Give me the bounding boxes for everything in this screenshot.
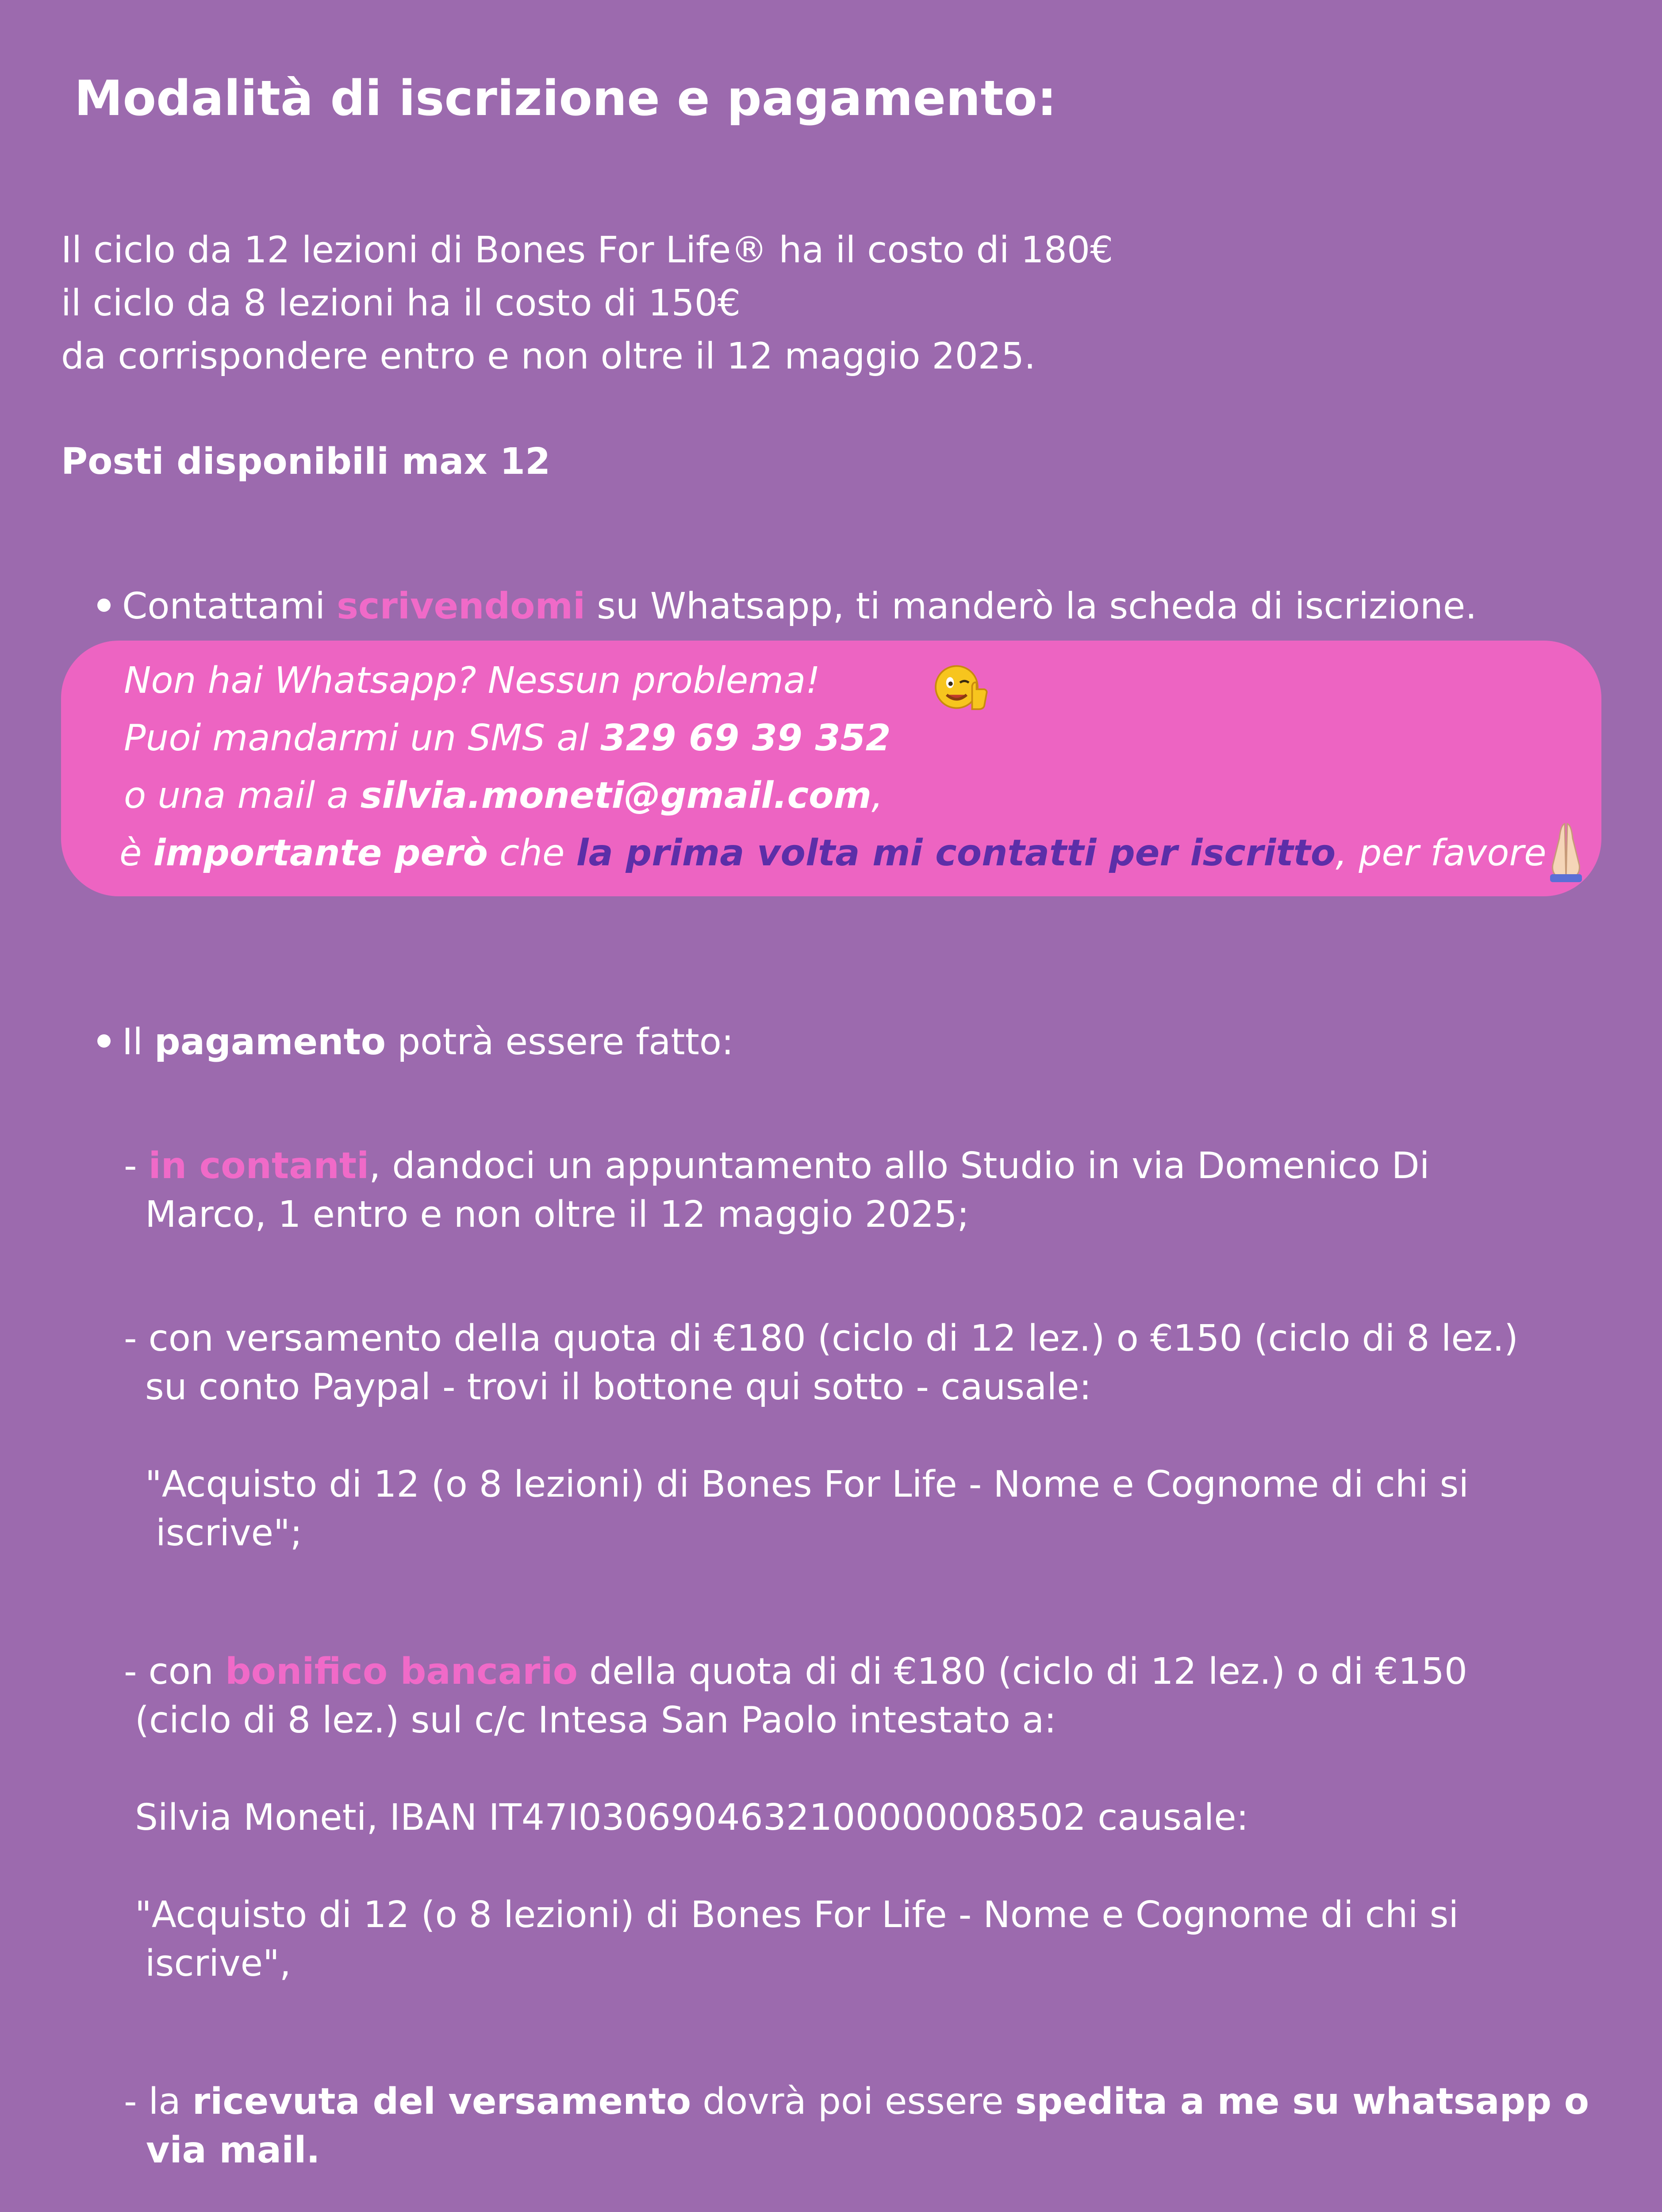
bank-line-1: - con bonifico bancario della quota di di €180 (ciclo di 12 lez.) o di €150 (124, 1651, 1468, 1693)
iban-line: Silvia Moneti, IBAN IT47I0306904632100000008502 causale: (135, 1797, 1249, 1839)
seats-line: Posti disponibili max 12 (61, 441, 551, 483)
deadline-line: da corrispondere entro e non oltre il 12 maggio 2025. (61, 335, 1036, 377)
price-line-8: il ciclo da 8 lezioni ha il costo di 150€ (61, 282, 741, 324)
receipt-line-2: via mail. (146, 2129, 320, 2171)
box-line-1: Non hai Whatsapp? Nessun problema! (124, 660, 821, 702)
bank-causale-2: iscrive", (145, 1943, 291, 1985)
box-line-2: Puoi mandarmi un SMS al 329 69 39 352 (124, 717, 891, 759)
page-title: Modalità di iscrizione e pagamento: (74, 70, 1057, 127)
cash-line-1: - in contanti, dandoci un appuntamento allo Studio in via Domenico Di (124, 1145, 1430, 1187)
paypal-line-1: - con versamento della quota di €180 (ciclo di 12 lez.) o €150 (ciclo di 8 lez.) (124, 1317, 1519, 1359)
contact-line: Contattami scrivendomi su Whatsapp, ti manderò la scheda di iscrizione. (97, 588, 1477, 625)
written-contact-emphasis: la prima volta mi contatti per iscritto (576, 832, 1336, 874)
receipt-line-1: - la ricevuta del versamento dovrà poi essere spedita a me su whatsapp o (124, 2081, 1589, 2123)
bullet-icon (97, 1034, 111, 1048)
winking-thumbs-up-emoji (933, 658, 989, 714)
box-line-3: o una mail a silvia.moneti@gmail.com, (124, 775, 883, 817)
bank-highlight: bonifico bancario (225, 1651, 578, 1693)
bank-causale-1: "Acquisto di 12 (o 8 lezioni) di Bones For Life - Nome e Cognome di chi si (135, 1894, 1459, 1936)
phone-number: 329 69 39 352 (600, 717, 891, 759)
price-line-12: Il ciclo da 12 lezioni di Bones For Life® ha il costo di 180€ (61, 229, 1113, 271)
bullet-icon (97, 599, 111, 612)
paypal-causale-1: "Acquisto di 12 (o 8 lezioni) di Bones For Life - Nome e Cognome di chi si (145, 1463, 1469, 1505)
email-address: silvia.moneti@gmail.com (360, 775, 871, 817)
folded-hands-emoji (1539, 818, 1593, 885)
cash-highlight: in contanti (148, 1145, 369, 1187)
paypal-causale-2: iscrive"; (156, 1512, 303, 1554)
contact-highlight: scrivendomi (337, 585, 586, 627)
bank-line-2: (ciclo di 8 lez.) sul c/c Intesa San Paolo intestato a: (135, 1699, 1056, 1741)
paypal-line-2: su conto Paypal - trovi il bottone qui sotto - causale: (145, 1366, 1092, 1408)
cash-line-2: Marco, 1 entro e non oltre il 12 maggio 2025; (145, 1194, 970, 1236)
box-line-4: è importante però che la prima volta mi contatti per iscritto, per favore (119, 832, 1547, 874)
payment-line: Il pagamento potrà essere fatto: (97, 1024, 734, 1060)
